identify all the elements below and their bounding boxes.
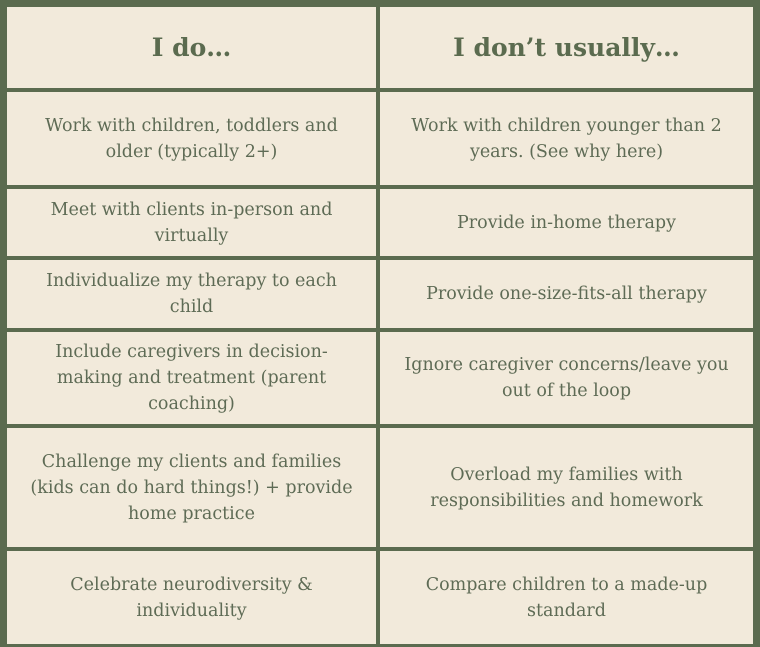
i-dont-cell: Provide in-home therapy — [380, 189, 753, 256]
comparison-table — [7, 7, 753, 640]
i-dont-cell: Compare children to a made-up standard — [380, 551, 753, 644]
i-dont-cell: Ignore caregiver concerns/leave you out of the loop — [380, 332, 753, 424]
i-dont-cell: Provide one-size-fits-all therapy — [380, 260, 753, 328]
i-dont-cell: Work with children younger than 2 years. (See why here) — [380, 92, 753, 185]
i-do-cell: Meet with clients in-person and virtually — [7, 189, 376, 256]
i-dont-cell: Overload my families with responsibilities and homework — [380, 428, 753, 547]
header-i-do: I do… — [7, 7, 376, 88]
i-do-cell: Include caregivers in decision-making and treatment (parent coaching) — [7, 332, 376, 424]
i-do-cell: Celebrate neurodiversity & individuality — [7, 551, 376, 644]
header-i-dont-usually: I don’t usually… — [380, 7, 753, 88]
i-do-cell: Challenge my clients and families (kids can do hard things!) + provide home practice — [7, 428, 376, 547]
i-do-cell: Work with children, toddlers and older (typically 2+) — [7, 92, 376, 185]
i-do-cell: Individualize my therapy to each child — [7, 260, 376, 328]
